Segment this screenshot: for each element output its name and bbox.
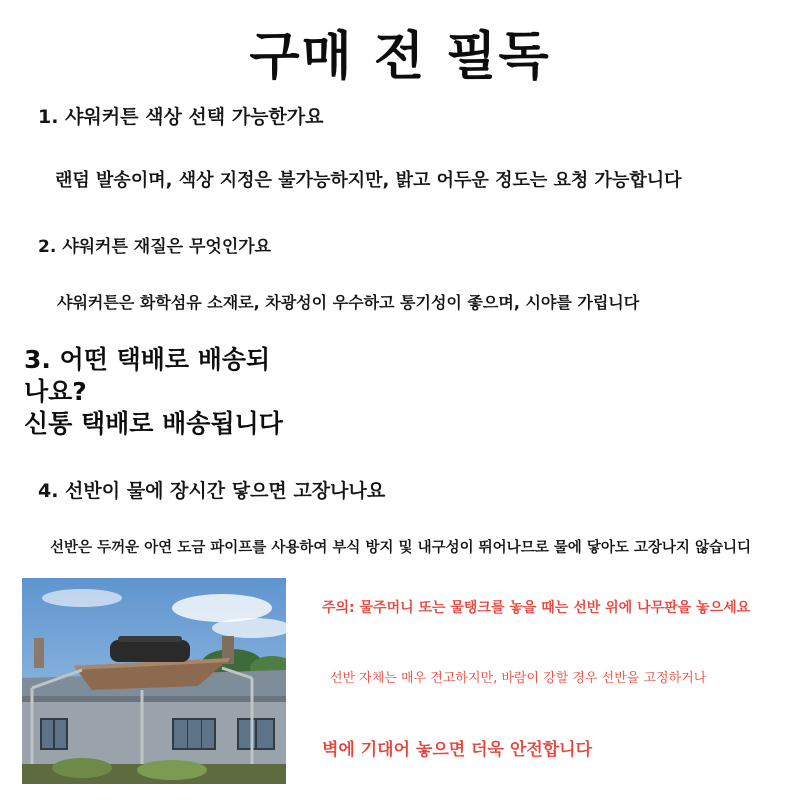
stability-note: 선반 자체는 매우 견고하지만, 바람이 강할 경우 선반을 고정하거나 [330, 671, 707, 686]
faq-block-3 [24, 344, 283, 440]
faq-question-1: 1. 샤워커튼 색상 선택 가능한가요 [38, 106, 324, 128]
faq-answer-1: 랜덤 발송이며, 색상 지정은 불가능하지만, 밝고 어두운 정도는 요청 가능합니다 [55, 170, 682, 191]
rooftop-shower-rack-photo [22, 578, 286, 784]
product-photo [22, 578, 286, 784]
faq-question-4: 4. 선반이 물에 장시간 닿으면 고장나나요 [38, 480, 386, 502]
faq-question-3-line2: 나요? [24, 377, 87, 406]
page-title: 구매 전 필독 [249, 27, 551, 87]
safety-note: 벽에 기대어 놓으면 더욱 안전합니다 [322, 740, 593, 760]
warning-note: 주의: 물주머니 또는 물탱크를 놓을 때는 선반 위에 나무판을 놓으세요 [322, 600, 751, 616]
faq-answer-2: 샤워커튼은 화학섬유 소재로, 차광성이 우수하고 통기성이 좋으며, 시야를 가립니다 [57, 293, 640, 312]
faq-answer-4: 선반은 두꺼운 아연 도금 파이프를 사용하여 부식 방지 및 내구성이 뛰어나므로 물에 닿아도 고장나지 않습니디 [50, 540, 751, 556]
faq-answer-3: 신통 택배로 배송됩니다 [24, 409, 283, 438]
faq-question-3-line1: 3. 어떤 택배로 배송되 [24, 345, 271, 374]
faq-question-2: 2. 샤워커튼 재질은 무엇인가요 [38, 237, 272, 257]
